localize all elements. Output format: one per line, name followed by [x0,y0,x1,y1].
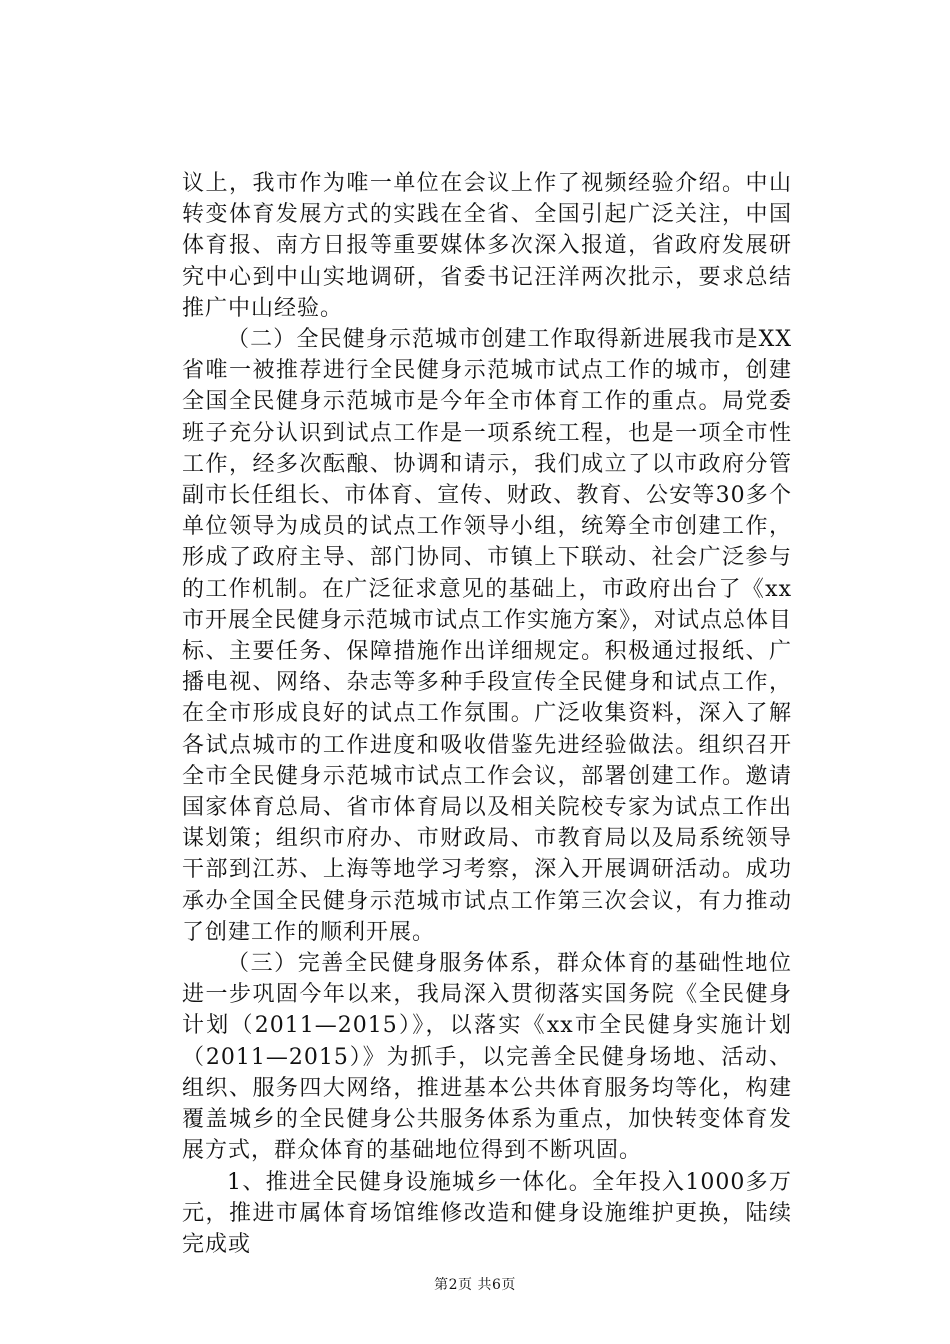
paragraph-4: 1、推进全民健身设施城乡一体化。全年投入1000多万元，推进市属体育场馆维修改造和健身设施维护更换，陆续完成或 [182,1169,792,1257]
paragraph-1: 议上，我市作为唯一单位在会议上作了视频经验介绍。中山转变体育发展方式的实践在全省、全国引起广泛关注，中国体育报、南方日报等重要媒体多次深入报道，省政府发展研究中心到中山实地调研，省委书记汪洋两次批示，要求总结推广中山经验。 [182,171,792,321]
body-text [182,168,792,1260]
paragraph-3: （三）完善全民健身服务体系，群众体育的基础性地位进一步巩固今年以来，我局深入贯彻落实国务院《全民健身计划（2011—2015）》，以落实《xx市全民健身实施计划（2011—2015）》为抓手，以完善全民健身场地、活动、组织、服务四大网络，推进基本公共体育服务均等化，构建覆盖城乡的全民健身公共服务体系为重点，加快转变体育发展方式，群众体育的基础地位得到不断巩固。 [182,951,792,1164]
page-footer: 第2页 共6页 [434,1277,516,1293]
paragraph-2: （二）全民健身示范城市创建工作取得新进展我市是XX省唯一被推荐进行全民健身示范城市试点工作的城市，创建全国全民健身示范城市是今年全市体育工作的重点。局党委班子充分认识到试点工作是一项系统工程，也是一项全市性工作，经多次酝酿、协调和请示，我们成立了以市政府分管副市长任组长、市体育、宣传、财政、教育、公安等30多个单位领导为成员的试点工作领导小组，统筹全市创建工作，形成了政府主导、部门协同、市镇上下联动、社会广泛参与的工作机制。在广泛征求意见的基础上，市政府出台了《xx市开展全民健身示范城市试点工作实施方案》，对试点总体目标、主要任务、保障措施作出详细规定。积极通过报纸、广播电视、网络、杂志等多种手段宣传全民健身和试点工作，在全市形成良好的试点工作氛围。广泛收集资料，深入了解各试点城市的工作进度和吸收借鉴先进经验做法。组织召开全市全民健身示范城市试点工作会议，部署创建工作。邀请国家体育总局、省市体育局以及相关院校专家为试点工作出谋划策；组织市府办、市财政局、市教育局以及局系统领导干部到江苏、上海等地学习考察，深入开展调研活动。成功承办全国全民健身示范城市试点工作第三次会议，有力推动了创建工作的顺利开展。 [182,327,793,945]
